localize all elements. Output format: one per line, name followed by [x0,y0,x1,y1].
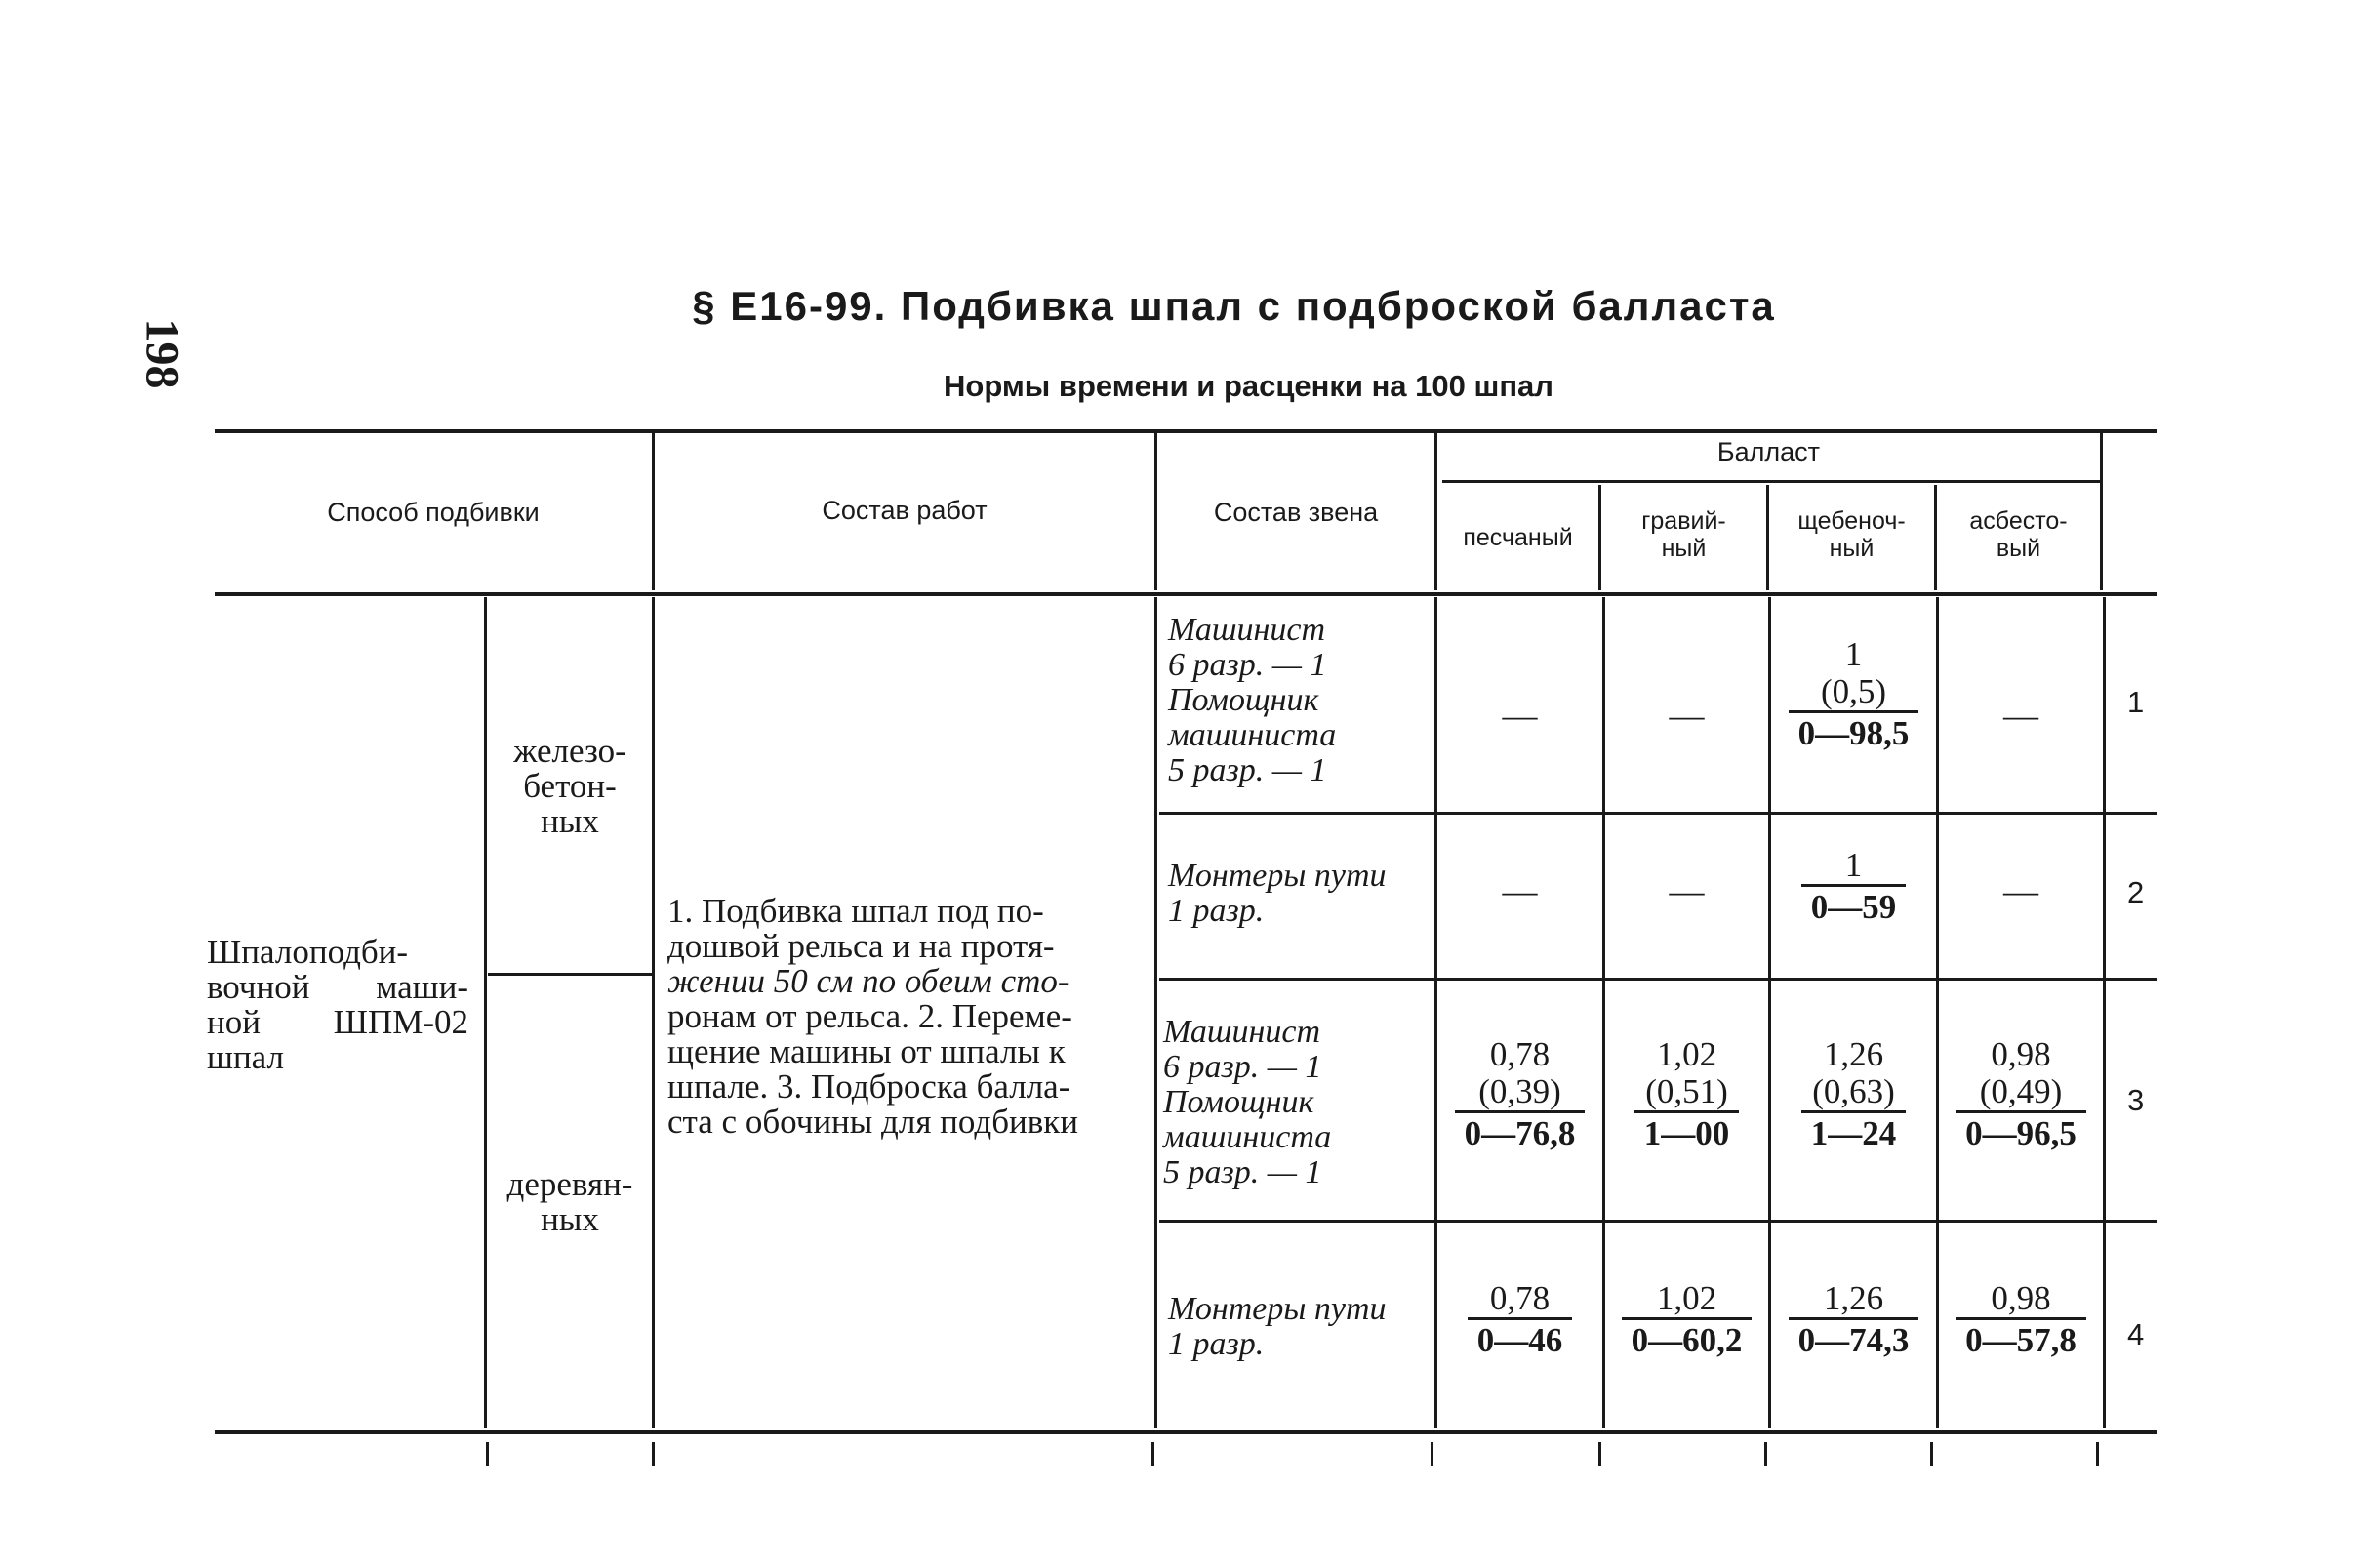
row3-bottom-rule [1159,1220,2157,1223]
row1-bottom-rule [1159,812,2157,815]
continuation-tick [1764,1442,1767,1466]
cell-r3-sand: 0,78 (0,39) 0—76,8 [1437,1036,1602,1152]
header-divider-num [2100,433,2103,590]
concrete-wood-divider [488,973,654,976]
header-bottom-rule [215,592,2157,596]
body-divider-work [652,597,655,1428]
work-line: дошвой рельса и на протя- [667,927,1055,965]
continuation-tick [486,1442,489,1466]
continuation-tick [1930,1442,1933,1466]
crew-row-2: Монтеры пути 1 разр. [1168,858,1387,929]
cell-r1-sand: — [1502,696,1538,735]
work-line: 1. Подбивка шпал под по- [667,892,1044,930]
continuation-tick [652,1442,655,1466]
work-line: ронам от рельса. 2. Переме- [667,997,1072,1035]
work-line: щение машины от шпалы к [667,1032,1066,1070]
work-description [667,894,1136,1140]
sleeper-type-wooden: деревян- ных [506,1165,633,1238]
header-ballast-sand: песчаный [1463,524,1573,551]
header-ballast-gravel: гравий- ный [1641,507,1726,562]
cell-r1-asbestos: — [2003,696,2038,735]
continuation-tick [2096,1442,2099,1466]
header-method: Способ подбивки [327,498,540,527]
header-ballast: Балласт [1716,437,1821,466]
body-divider-sleeper [484,597,487,1428]
cell-r2-crushed: $\frac{1}{0—59}$ [1771,847,1936,926]
continuation-tick [1431,1442,1433,1466]
table-top-rule [215,429,2157,433]
crew-row-4: Монтеры пути 1 разр. [1168,1291,1387,1362]
cell-r3-crushed: 1,26 (0,63) 1—24 [1771,1036,1936,1152]
cell-r4-asbestos: $\frac{0,98}{0—57,8}$ [1939,1280,2103,1359]
section-title: § Е16-99. Подбивка шпал с подброской балласта [692,283,1776,329]
sleeper-type-concrete: железо- бетон- ных [513,732,626,840]
cell-r1-gravel: — [1669,696,1705,735]
header-crew: Состав звена [1213,498,1379,527]
body-divider-num [2103,597,2106,1428]
row-number-3: 3 [2127,1083,2145,1117]
cell-r2-asbestos: — [2003,871,2038,910]
cell-r4-sand: $\frac{0,78}{0—46}$ [1437,1280,1602,1359]
work-line: шпале. 3. Подброска балла- [667,1067,1070,1106]
page-number: 198 [136,318,188,389]
work-line: жении 50 см по обеим сто- [667,962,1069,1000]
table-subtitle: Нормы времени и расценки на 100 шпал [944,369,1553,403]
crew-row-1: Машинист 6 разр. — 1 Помощник машиниста 5 разр. — 1 [1168,612,1337,788]
header-ballast-asbestos: асбесто- вый [1969,507,2068,562]
row-number-1: 1 [2127,685,2145,719]
row-number-2: 2 [2127,875,2145,909]
cell-r1-crushed: 1 (0,5) 0—98,5 [1771,636,1936,752]
cell-r3-asbestos: 0,98 (0,49) 0—96,5 [1939,1036,2103,1152]
crew-row-3: Машинист 6 разр. — 1 Помощник машиниста 5 разр. — 1 [1163,1014,1332,1190]
row-number-4: 4 [2127,1317,2145,1351]
method-text: Шпалоподби- вочной маши- ной ШПМ-02 шпал [207,933,468,1076]
header-work: Состав работ [822,496,988,525]
body-divider-crew [1154,597,1157,1428]
cell-r2-sand: — [1502,871,1538,910]
cell-r3-gravel: 1,02 (0,51) 1—00 [1605,1036,1768,1152]
continuation-tick [1598,1442,1601,1466]
ballast-group-rule [1442,480,2101,483]
cell-r4-crushed: $\frac{1,26}{0—74,3}$ [1771,1280,1936,1359]
cell-r2-gravel: — [1669,871,1705,910]
continuation-tick [1151,1442,1154,1466]
table-bottom-rule [215,1430,2157,1434]
cell-r4-gravel: $\frac{1,02}{0—60,2}$ [1605,1280,1768,1359]
header-ballast-crushed: щебеноч- ный [1797,507,1906,562]
work-line: ста с обочины для подбивки [667,1103,1079,1141]
row2-bottom-rule [1159,978,2157,981]
